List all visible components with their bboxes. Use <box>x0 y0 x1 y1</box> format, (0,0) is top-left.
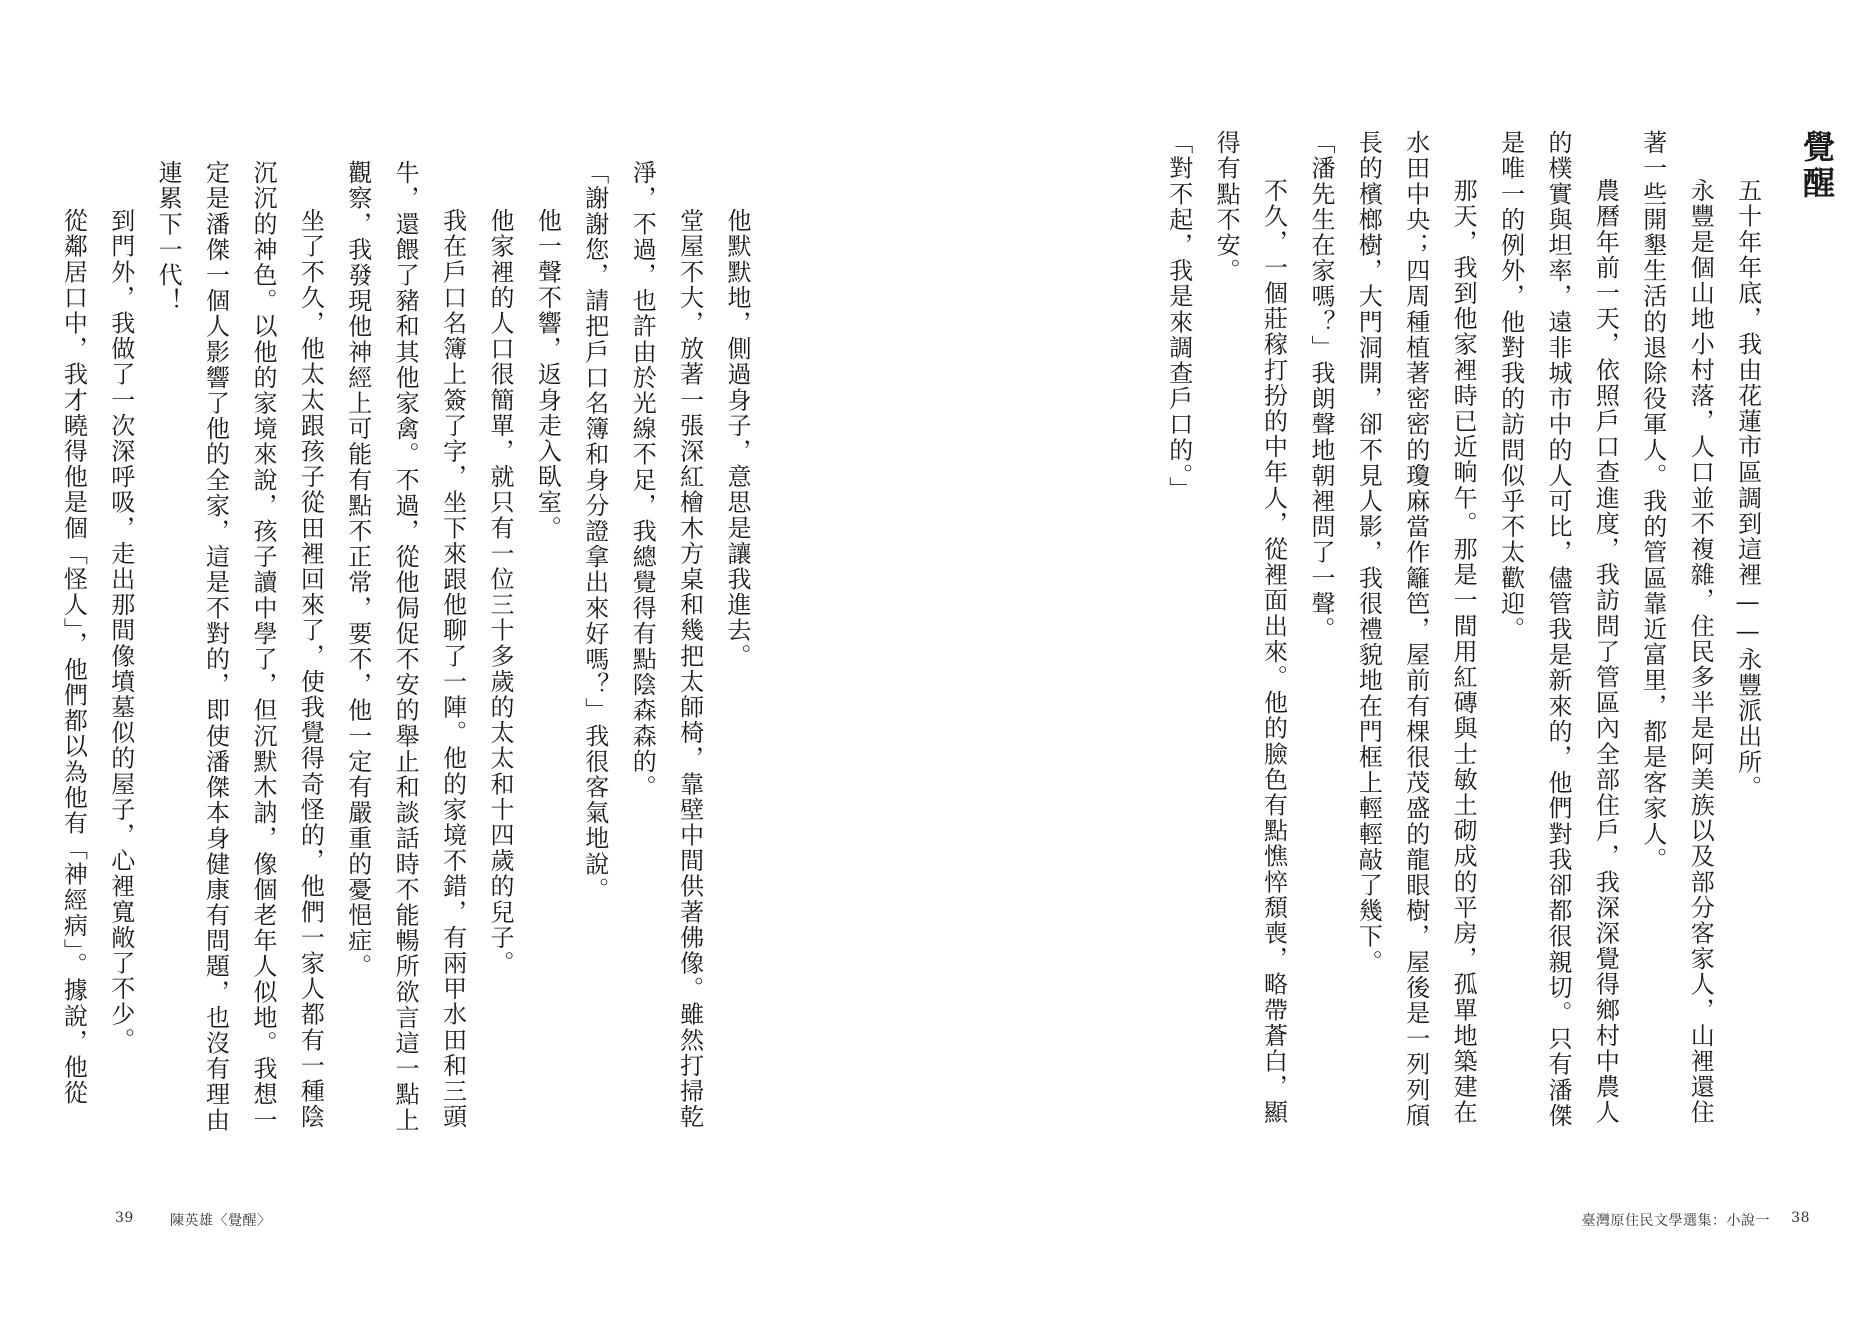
paragraph-l6: 我在戶口名簿上簽了字，坐下來跟他聊了一陣。他的家境不錯，有兩甲水田和三頭牛，還餵了豬和其他家禽。不過，從他侷促不安的舉止和談話時不能暢所欲言這一點上觀察，我發現他神經上可能有點不正常，要不，他一定有嚴重的憂悒症。 <box>343 160 467 1133</box>
paragraph-r6: 不久，一個莊稼打扮的中年人，從裡面出來。他的臉色有點憔悴頹喪，略帶蒼白，顯得有點不安。 <box>1212 130 1288 1126</box>
series-title: 臺灣原住民文學選集：小說一 <box>1581 1213 1770 1229</box>
paragraph-r4: 那天，我到他家裡時已近晌午。那是一間用紅磚與士敏土砌成的平房，孤單地築建在水田中央；四周種植著密密的瓊麻當作籬笆，屋前有棵很茂盛的龍眼樹，屋後是一列列頎長的檳榔樹，大門洞開，卻不見人影，我很禮貌地在門框上輕輕敲了幾下。 <box>1354 130 1478 1129</box>
paragraph-r7: 「對不起，我是來調查戶口的。」 <box>1164 130 1193 502</box>
paragraph-l1: 他默默地，側過身子，意思是讓我進去。 <box>723 208 751 669</box>
chapter-title: 覺醒 <box>1798 130 1836 202</box>
page-number-right: 38 <box>1791 1210 1810 1226</box>
page-number-left: 39 <box>115 1210 134 1226</box>
paragraph-r1: 五十年年底，我由花蓮市區調到這裡——永豐派出所。 <box>1733 178 1762 801</box>
right-text-block <box>950 130 1840 1150</box>
paragraph-r3: 農曆年前一天，依照戶口查進度，我訪問了管區內全部住戶，我深深覺得鄉村中農人的樸實與坦率，遠非城市中的人可比，儘管我是新來的，他們對我卻都很親切。只有潘傑是唯一的例外，他對我的訪問似乎不太歡迎。 <box>1496 130 1620 1129</box>
author-credit: 陳英雄〈覺醒〉 <box>170 1213 272 1229</box>
paragraph-l9: 從鄰居口中，我才曉得他是個「怪人」，他們都以為他有「神經病」。據說，他從 <box>59 208 88 1106</box>
paragraph-l8: 到門外，我做了一次深呼吸，走出那間像墳墓似的屋子，心裡寬敞了不少。 <box>106 208 135 1053</box>
paragraph-l4: 他一聲不響，返身走入臥室。 <box>533 208 562 541</box>
paragraph-r2: 永豐是個山地小村落，人口並不複雜，住民多半是阿美族以及部分客家人，山裡還住著一些開墾生活的退除役軍人。我的管區靠近富里，都是客家人。 <box>1638 130 1715 1126</box>
right-page <box>930 0 1860 1320</box>
paragraph-l5: 他家裡的人口很簡單，就只有一位三十多歲的太太和十四歲的兒子。 <box>485 208 514 976</box>
paragraph-r5: 「潘先生在家嗎？」我朗聲地朝裡問了一聲。 <box>1306 130 1335 642</box>
paragraph-l2: 堂屋不大，放著一張深紅檜木方桌和幾把太師椅，靠壁中間供著佛像。雖然打掃乾淨，不過，也許由於光線不足，我總覺得有點陰森森的。 <box>628 160 704 1130</box>
paragraph-l7: 坐了不久，他太太跟孩子從田裡回來了，使我覺得奇怪的，他們一家人都有一種陰沉沉的神色。以他的家境來說，孩子讀中學了，但沉默木訥，像個老年人似地。我想一定是潘傑一個人影響了他的全家，這是不對的，即使潘傑本身健康有問題，也沒有理由連累下一代！ <box>154 160 325 1133</box>
paragraph-l3: 「謝謝您，請把戶口名簿和身分證拿出來好嗎？」我很客氣地說。 <box>580 160 609 903</box>
left-text-block <box>59 160 760 1150</box>
